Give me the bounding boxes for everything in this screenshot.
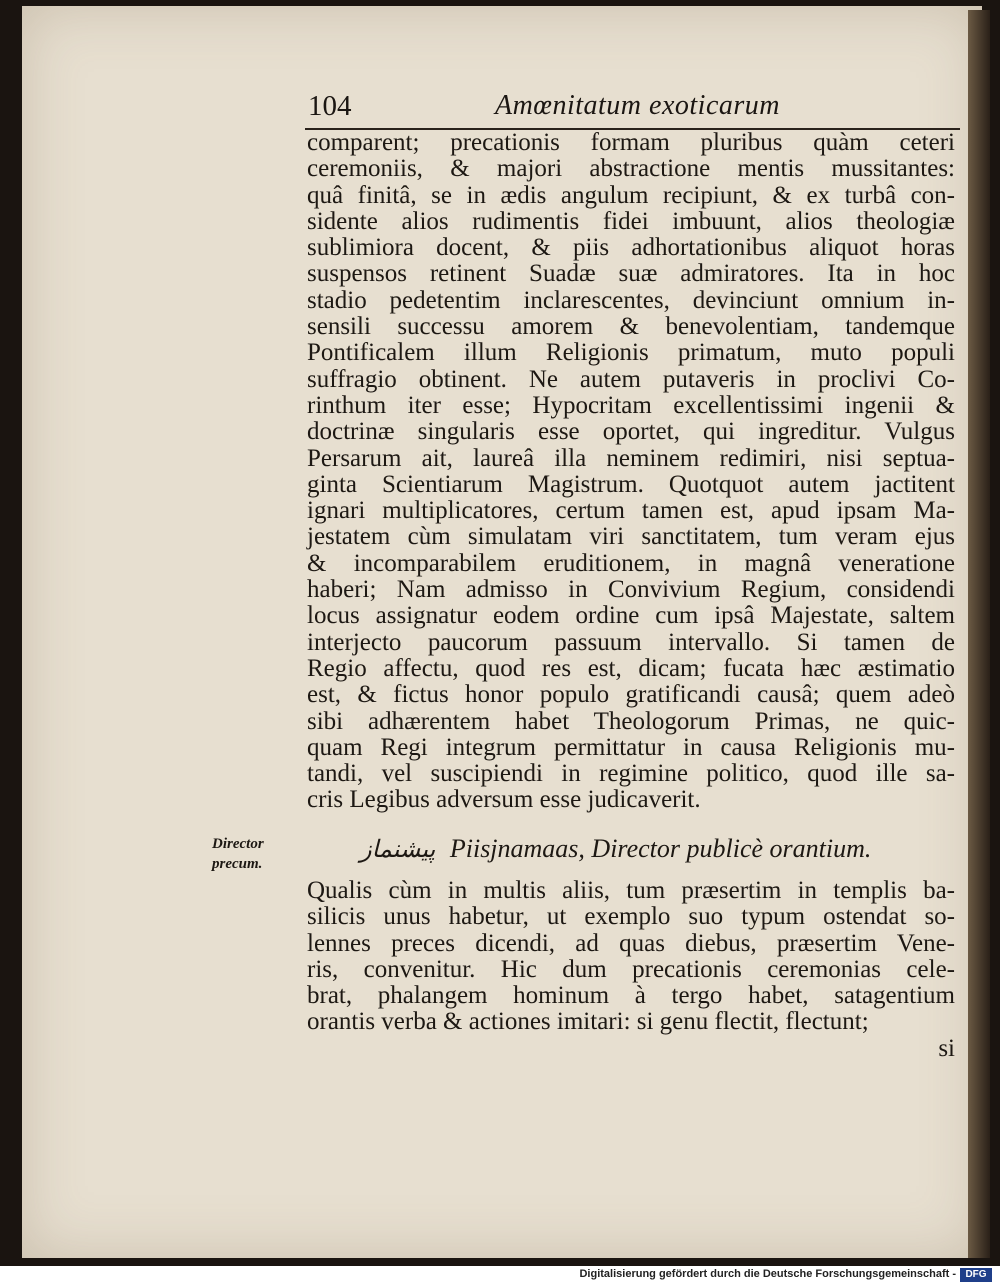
page-binding-edge [968, 10, 990, 1258]
text-line: suspensos retinent Suadæ suæ admiratores. Ita in hoc [307, 260, 955, 288]
dfg-logo: DFG [960, 1268, 992, 1282]
text-line: & incomparabilem eruditionem, in magnâ veneratione [307, 549, 955, 577]
text-line: lennes preces dicendi, ad quas diebus, præsertim Vene- [307, 929, 955, 957]
text-line: sibi adhærentem habet Theologorum Primas, ne quic- [307, 707, 955, 735]
text-line: suffragio obtinent. Ne autem putaveris in proclivi Co- [307, 365, 955, 393]
section-subhead [360, 834, 960, 870]
running-title: Amœnitatum exoticarum [494, 90, 780, 121]
text-line: locus assignatur eodem ordine cum ipsâ Majestate, saltem [307, 602, 955, 630]
margin-note [212, 834, 302, 874]
text-line: silicis unus habetur, ut exemplo suo typum ostendat so- [307, 903, 955, 931]
text-line: quam Regi integrum permittatur in causa Religionis mu- [307, 733, 955, 761]
text-line: ignari multiplicatores, certum tamen est, apud ipsam Ma- [307, 497, 955, 525]
text-line: orantis verba & actiones imitari: si genu flectit, flectunt; [307, 1008, 869, 1036]
text-line: interjecto paucorum passuum intervallo. Si tamen de [307, 628, 955, 656]
text-line: Regio affectu, quod res est, dicam; fucata hæc æstimatio [307, 654, 955, 682]
text-line: ginta Scientiarum Magistrum. Quotquot autem jactitent [307, 470, 955, 498]
text-line: jestatem cùm simulatam viri sanctitatem, tum veram ejus [307, 523, 955, 551]
text-line: doctrinæ singularis esse oportet, qui ingreditur. Vulgus [307, 418, 955, 446]
page-header [300, 88, 960, 128]
text-line: tandi, vel suscipiendi in regimine politico, quod ille sa- [307, 760, 955, 788]
text-line: rinthum iter esse; Hypocritam excellentissimi ingenii & [307, 391, 955, 419]
text-line: Qualis cùm in multis aliis, tum præsertim in templis ba- [307, 877, 955, 904]
body-paragraph-1 [307, 130, 955, 814]
footer-credit: Digitalisierung gefördert durch die Deutsche Forschungsgemeinschaft - [579, 1268, 956, 1280]
margin-note-line: Director [212, 836, 264, 852]
text-line: ceremoniis, & majori abstractione mentis mussitantes: [307, 155, 955, 183]
body-paragraph-2 [307, 878, 955, 1036]
text-line: sublimiora docent, & piis adhortationibus aliquot horas [307, 234, 955, 262]
text-line: quâ finitâ, se in ædis angulum recipiunt, & ex turbâ con- [307, 181, 955, 209]
text-line: stadio pedetentim inclarescentes, devinciunt omnium in- [307, 286, 955, 314]
digitization-footer [0, 1266, 1000, 1285]
text-line: sensili successu amorem & benevolentiam, tandemque [307, 313, 955, 341]
subhead-text: Piisjnamaas, Director publicè orantium. [449, 834, 872, 863]
text-line: cris Legibus adversum esse judicaverit. [307, 786, 701, 814]
margin-note-line: precum. [212, 856, 263, 872]
text-line: Pontificalem illum Religionis primatum, muto populi [307, 339, 955, 367]
text-line: comparent; precationis formam pluribus quàm ceteri [307, 129, 955, 156]
page-number: 104 [308, 90, 352, 122]
text-line: ris, convenitur. Hic dum precationis ceremonias cele- [307, 955, 955, 983]
arabic-term: پیشنماز [360, 837, 436, 863]
catchword-block [307, 1036, 955, 1062]
text-line: brat, phalangem hominum à tergo habet, satagentium [307, 982, 955, 1010]
text-line: haberi; Nam admisso in Convivium Regium, considendi [307, 576, 955, 604]
text-line: sidente alios rudimentis fidei imbuunt, alios theologiæ [307, 207, 955, 235]
text-line: Persarum ait, laureâ illa neminem redimiri, nisi septua- [307, 444, 955, 472]
catchword: si [938, 1035, 955, 1062]
text-line: est, & fictus honor populo gratificandi causâ; quem adeò [307, 681, 955, 709]
